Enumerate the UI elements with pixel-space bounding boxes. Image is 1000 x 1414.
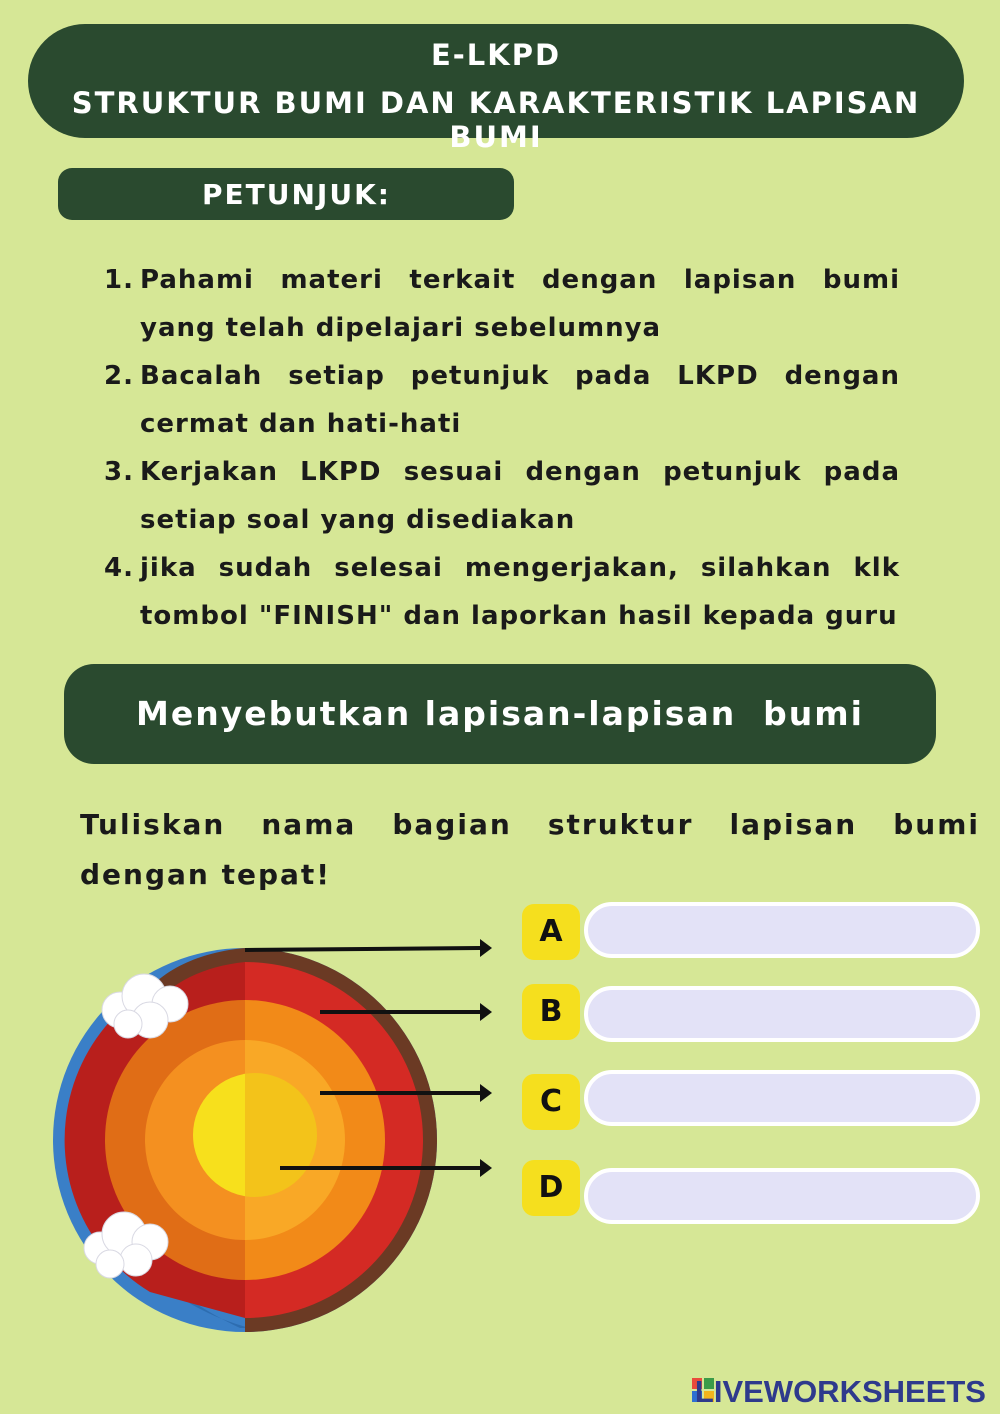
instruction-list: [104, 256, 900, 640]
instruction-number: 4.: [104, 553, 134, 583]
answer-field-a[interactable]: [584, 902, 980, 958]
instruction-item: [104, 448, 900, 544]
instruction-number: 1.: [104, 265, 134, 295]
instruction-item: [104, 256, 900, 352]
instruction-text: Kerjakan LKPD sesuai dengan petunjuk pada setiap soal yang disediakan: [140, 457, 900, 535]
petunjuk-title: PETUNJUK:: [202, 178, 391, 211]
title-banner: [28, 24, 964, 154]
liveworksheets-watermark: LIVEWORKSHEETS: [694, 1374, 986, 1409]
answer-field-b[interactable]: [584, 986, 980, 1042]
instruction-number: 2.: [104, 361, 134, 391]
instruction-number: 3.: [104, 457, 134, 487]
label-b: B: [522, 984, 580, 1040]
instruction-item: [104, 544, 900, 640]
instruction-text: Bacalah setiap petunjuk pada LKPD dengan cermat dan hati-hati: [140, 361, 900, 439]
section-title: Menyebutkan lapisan-lapisan bumi: [135, 694, 864, 733]
earth-layers-illustration: [40, 930, 500, 1350]
label-a: A: [522, 904, 580, 960]
answer-field-c[interactable]: [584, 1070, 980, 1126]
title-line-1: E-LKPD: [430, 38, 562, 72]
question-prompt: Tuliskan nama bagian struktur lapisan bumi dengan tepat!: [80, 808, 980, 891]
instruction-text: Pahami materi terkait dengan lapisan bumi yang telah dipelajari sebelumnya: [140, 265, 900, 343]
label-c: C: [522, 1074, 580, 1130]
answer-field-d[interactable]: [584, 1168, 980, 1224]
label-d: D: [522, 1160, 580, 1216]
petunjuk-banner: [58, 168, 514, 220]
section-title-banner: [64, 664, 936, 764]
instruction-item: [104, 352, 900, 448]
title-line-2: STRUKTUR BUMI DAN KARAKTERISTIK LAPISAN BUMI: [71, 86, 921, 154]
instruction-text: jika sudah selesai mengerjakan, silahkan klk tombol "FINISH" dan laporkan hasil kepada guru: [140, 553, 900, 631]
